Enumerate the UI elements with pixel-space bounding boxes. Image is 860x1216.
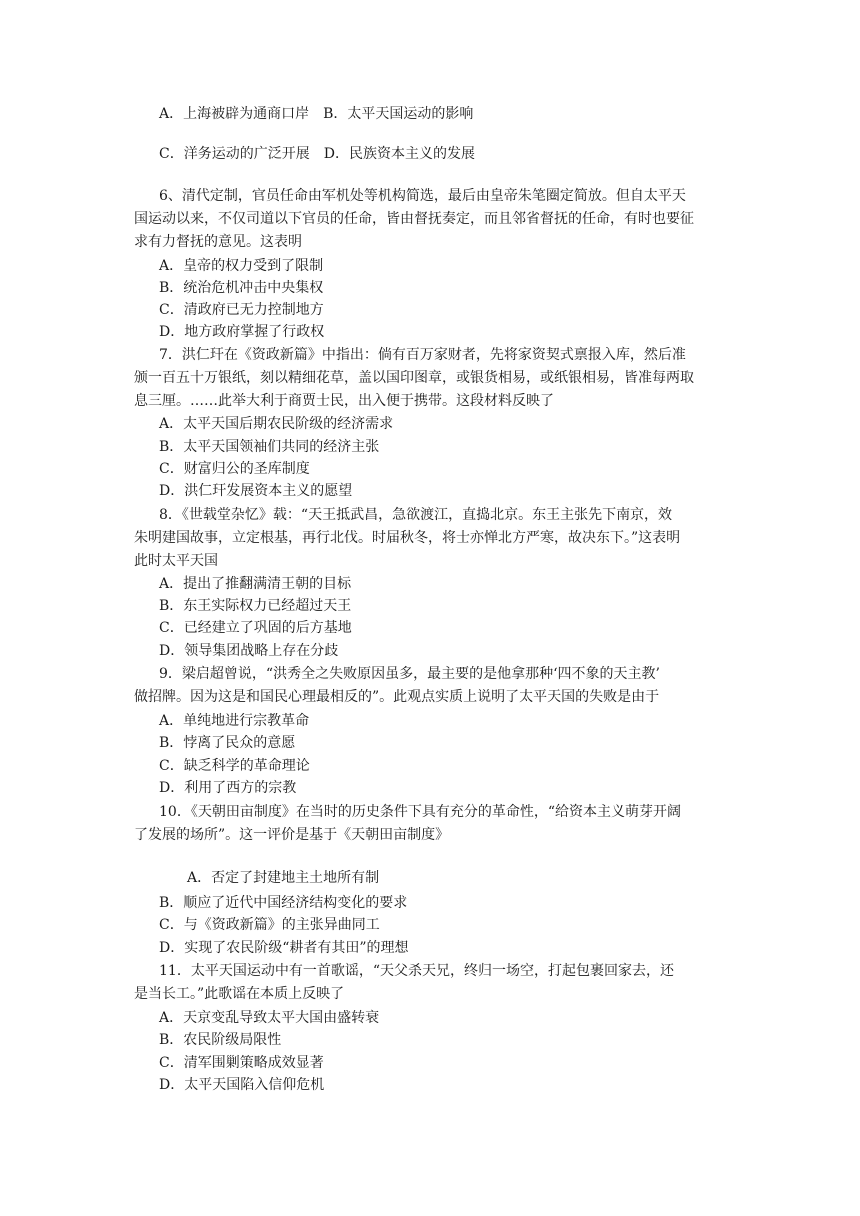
q8-option-d: D．领导集团战略上存在分歧 (159, 643, 339, 659)
q9-stem-line-1: 9．梁启超曾说，“洪秀全之失败原因虽多，最主要的是他拿那种‘四不象的天主教’ (159, 666, 660, 682)
q5-option-a: A．上海被辟为通商口岸 (159, 106, 310, 122)
q5-option-d: D．民族资本主义的发展 (323, 146, 475, 162)
q5-options-row-2 (159, 144, 475, 164)
q9-option-c: C．缺乏科学的革命理论 (159, 758, 310, 774)
q6-stem-line-2: 国运动以来，不仅司道以下官员的任命，皆由督抚奏定，而且邻省督抚的任命，有时也要征 (134, 211, 694, 227)
q7-option-b: B．太平天国领袖们共同的经济主张 (159, 439, 380, 455)
q9-stem-line-2: 做招牌。因为这是和国民心理最相反的”。此观点实质上说明了太平天国的失败是由于 (134, 689, 660, 705)
q6-option-b: B．统治危机冲击中央集权 (159, 280, 324, 296)
q6-stem-line-3: 求有力督抚的意见。这表明 (134, 234, 302, 250)
q10-stem-line-1: 10．《天朝田亩制度》在当时的历史条件下具有充分的革命性，“给资本主义萌芽开阔 (159, 804, 681, 820)
q11-option-b: B．农民阶级局限性 (159, 1032, 282, 1048)
q9-option-d: D．利用了西方的宗教 (159, 780, 297, 796)
q11-stem-line-2: 是当长工。”此歌谣在本质上反映了 (134, 986, 345, 1002)
q7-option-d: D．洪仁玕发展资本主义的愿望 (159, 483, 353, 499)
q6-option-a: A．皇帝的权力受到了限制 (159, 258, 324, 274)
q11-option-c: C．清军围剿策略成效显著 (159, 1055, 324, 1071)
q5-option-b: B．太平天国运动的影响 (323, 106, 474, 122)
q7-option-a: A．太平天国后期农民阶级的经济需求 (159, 416, 394, 432)
q8-option-a: A．提出了推翻满清王朝的目标 (159, 576, 352, 592)
q7-stem-line-1: 7．洪仁玕在《资政新篇》中指出：倘有百万家财者，先将家资契式禀报入库，然后准 (159, 347, 686, 363)
q7-stem-line-3: 息三厘。……此举大利于商贾士民，出入便于携带。这段材料反映了 (134, 393, 554, 409)
q8-option-b: B．东王实际权力已经超过天王 (159, 598, 352, 614)
q11-stem-line-1: 11．太平天国运动中有一首歌谣，“天父杀天兄，终归一场空，打起包裹回家去，还 (159, 963, 674, 979)
q10-option-b: B．顺应了近代中国经济结构变化的要求 (159, 895, 408, 911)
q6-option-d: D．地方政府掌握了行政权 (159, 324, 325, 340)
q9-option-b: B．悖离了民众的意愿 (159, 735, 296, 751)
q8-stem-line-1: 8．《世载堂杂忆》载：“天王抵武昌，急欲渡江，直捣北京。东王主张先下南京，效 (159, 507, 673, 523)
q11-option-a: A．天京变乱导致太平大国由盛转衰 (159, 1010, 380, 1026)
q8-option-c: C．已经建立了巩固的后方基地 (159, 620, 352, 636)
q7-option-c: C．财富归公的圣库制度 (159, 461, 310, 477)
q10-option-d: D．实现了农民阶级“耕者有其田”的理想 (159, 940, 409, 956)
q6-option-c: C．清政府已无力控制地方 (159, 302, 324, 318)
q6-stem-line-1: 6、清代定制，官员任命由军机处等机构简选，最后由皇帝朱笔圈定简放。但自太平天 (159, 188, 686, 204)
q10-option-c: C．与《资政新篇》的主张异曲同工 (159, 917, 380, 933)
q5-option-c: C．洋务运动的广泛开展 (159, 146, 310, 162)
q9-option-a: A．单纯地进行宗教革命 (159, 713, 310, 729)
q8-stem-line-3: 此时太平天国 (134, 553, 218, 569)
q5-options-row-1 (159, 104, 473, 124)
q7-stem-line-2: 颁一百五十万银纸，刻以精细花草，盖以国印图章，或银货相易，或纸银相易，皆准每两取 (134, 370, 694, 386)
q10-stem-line-2: 了发展的场所”。这一评价是基于《天朝田亩制度》 (134, 827, 450, 843)
q8-stem-line-2: 朱明建国故事，立定根基，再行北伐。时届秋冬，将士亦惮北方严寒，故决东下。”这表明 (134, 530, 681, 546)
q10-option-a: A．否定了封建地主土地所有制 (187, 870, 380, 886)
q11-option-d: D．太平天国陷入信仰危机 (159, 1077, 325, 1093)
